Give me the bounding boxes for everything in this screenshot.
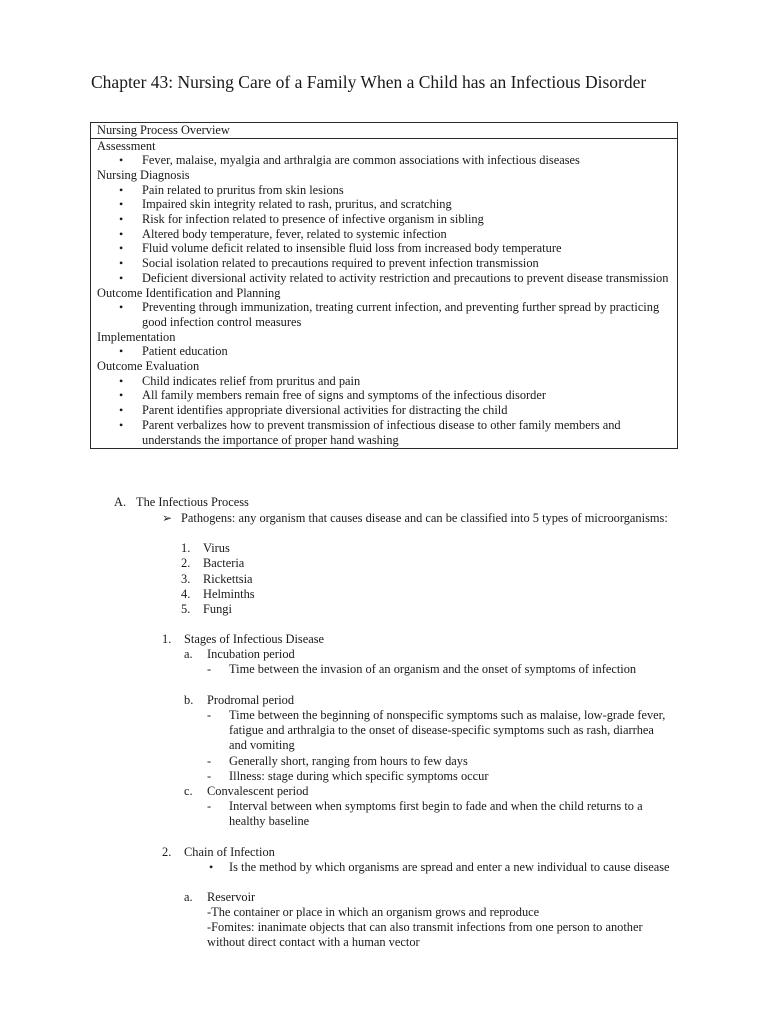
overview-section-outcome-planning: Outcome Identification and Planning bbox=[97, 285, 281, 300]
incubation-detail: Time between the invasion of an organism and the onset of symptoms of infection bbox=[229, 662, 637, 676]
overview-body bbox=[91, 139, 677, 449]
incubation-marker: a. bbox=[184, 647, 193, 661]
convalescent-marker: c. bbox=[184, 784, 193, 798]
prodromal-heading: Prodromal period bbox=[207, 693, 295, 707]
list-item: • Fluid volume deficit related to insensible fluid loss from increased body temperature bbox=[97, 241, 671, 256]
chain-marker: 2. bbox=[162, 845, 172, 859]
prodromal-marker: b. bbox=[184, 693, 194, 707]
dash-marker: - bbox=[207, 754, 212, 768]
pathogen-type-helminths: Helminths bbox=[203, 587, 255, 601]
overview-section-nursing-diagnosis: Nursing Diagnosis bbox=[97, 167, 190, 182]
overview-section-outcome-evaluation: Outcome Evaluation bbox=[97, 359, 200, 374]
dash-marker: - bbox=[207, 708, 212, 722]
incubation-heading: Incubation period bbox=[207, 647, 295, 661]
list-item-number: 2. bbox=[181, 556, 191, 570]
bullet-icon: • bbox=[209, 860, 214, 874]
overview-header: Nursing Process Overview bbox=[91, 123, 677, 139]
list-item: • Parent verbalizes how to prevent transmission of infectious disease to other family members and understands the importance of proper hand washing bbox=[97, 418, 671, 447]
list-item-number: 1. bbox=[181, 541, 191, 555]
overview-section-assessment: Assessment bbox=[97, 138, 156, 153]
pathogen-type-virus: Virus bbox=[203, 541, 230, 555]
nursing-diagnosis-list bbox=[97, 183, 671, 286]
reservoir-definition: -The container or place in which an organism grows and reproduce bbox=[207, 905, 540, 919]
section-a-heading: The Infectious Process bbox=[136, 495, 249, 509]
list-item: • Impaired skin integrity related to rash, pruritus, and scratching bbox=[97, 197, 671, 212]
chapter-title: Chapter 43: Nursing Care of a Family When a Child has an Infectious Disorder bbox=[91, 72, 647, 92]
list-item: • Child indicates relief from pruritus and pain bbox=[97, 374, 671, 389]
dash-marker: - bbox=[207, 769, 212, 783]
list-item: • Preventing through immunization, treating current infection, and preventing further spread by practicing good infection control measures bbox=[97, 300, 671, 329]
dash-marker: - bbox=[207, 662, 212, 676]
nursing-process-overview-table bbox=[90, 122, 678, 449]
list-item: • Deficient diversional activity related to activity restriction and precautions to prevent disease transmission bbox=[97, 271, 671, 286]
convalescent-heading: Convalescent period bbox=[207, 784, 309, 798]
pathogen-type-rickettsia: Rickettsia bbox=[203, 572, 253, 586]
list-item: • Risk for infection related to presence of infective organism in sibling bbox=[97, 212, 671, 227]
list-item-number: 4. bbox=[181, 587, 191, 601]
stages-heading: Stages of Infectious Disease bbox=[184, 632, 325, 646]
reservoir-marker: a. bbox=[184, 890, 193, 904]
convalescent-detail: Interval between when symptoms first begin to fade and when the child returns to a healthy baseline bbox=[229, 799, 643, 829]
prodromal-detail-illness: Illness: stage during which specific symptoms occur bbox=[229, 769, 489, 783]
list-item: • Parent identifies appropriate diversional activities for distracting the child bbox=[97, 403, 671, 418]
overview-section-implementation: Implementation bbox=[97, 329, 176, 344]
pathogens-definition: Pathogens: any organism that causes disease and can be classified into 5 types of microorganisms: bbox=[181, 511, 668, 525]
list-item: • Altered body temperature, fever, related to systemic infection bbox=[97, 227, 671, 242]
chain-heading: Chain of Infection bbox=[184, 845, 275, 859]
list-item: • Pain related to pruritus from skin lesions bbox=[97, 183, 671, 198]
fomites-definition: -Fomites: inanimate objects that can also transmit infections from one person to another without direct contact with a human vector bbox=[207, 920, 643, 950]
list-item-number: 5. bbox=[181, 602, 191, 616]
list-item-number: 3. bbox=[181, 572, 191, 586]
prodromal-detail-definition: Time between the beginning of nonspecific symptoms such as malaise, low-grade fever, fatigue and arthralgia to the onset of disease-specific symptoms such as rash, diarrhea and vomiting bbox=[229, 708, 666, 753]
outcome-evaluation-list bbox=[97, 374, 671, 448]
list-item: • Social isolation related to precautions required to prevent infection transmission bbox=[97, 256, 671, 271]
chain-definition: Is the method by which organisms are spread and enter a new individual to cause disease bbox=[229, 860, 670, 874]
section-a-marker: A. bbox=[114, 495, 127, 509]
list-item: • Fever, malaise, myalgia and arthralgia are common associations with infectious diseases bbox=[97, 153, 671, 168]
reservoir-heading: Reservoir bbox=[207, 890, 256, 904]
dash-marker: - bbox=[207, 799, 212, 813]
pathogen-type-fungi: Fungi bbox=[203, 602, 232, 616]
arrow-bullet-icon: ➢ bbox=[162, 511, 173, 525]
implementation-list bbox=[97, 344, 671, 359]
prodromal-detail-duration: Generally short, ranging from hours to few days bbox=[229, 754, 468, 768]
stages-marker: 1. bbox=[162, 632, 172, 646]
pathogen-type-bacteria: Bacteria bbox=[203, 556, 245, 570]
list-item: • All family members remain free of signs and symptoms of the infectious disorder bbox=[97, 388, 671, 403]
list-item: • Patient education bbox=[97, 344, 671, 359]
assessment-list bbox=[97, 153, 671, 168]
outcome-planning-list bbox=[97, 300, 671, 329]
